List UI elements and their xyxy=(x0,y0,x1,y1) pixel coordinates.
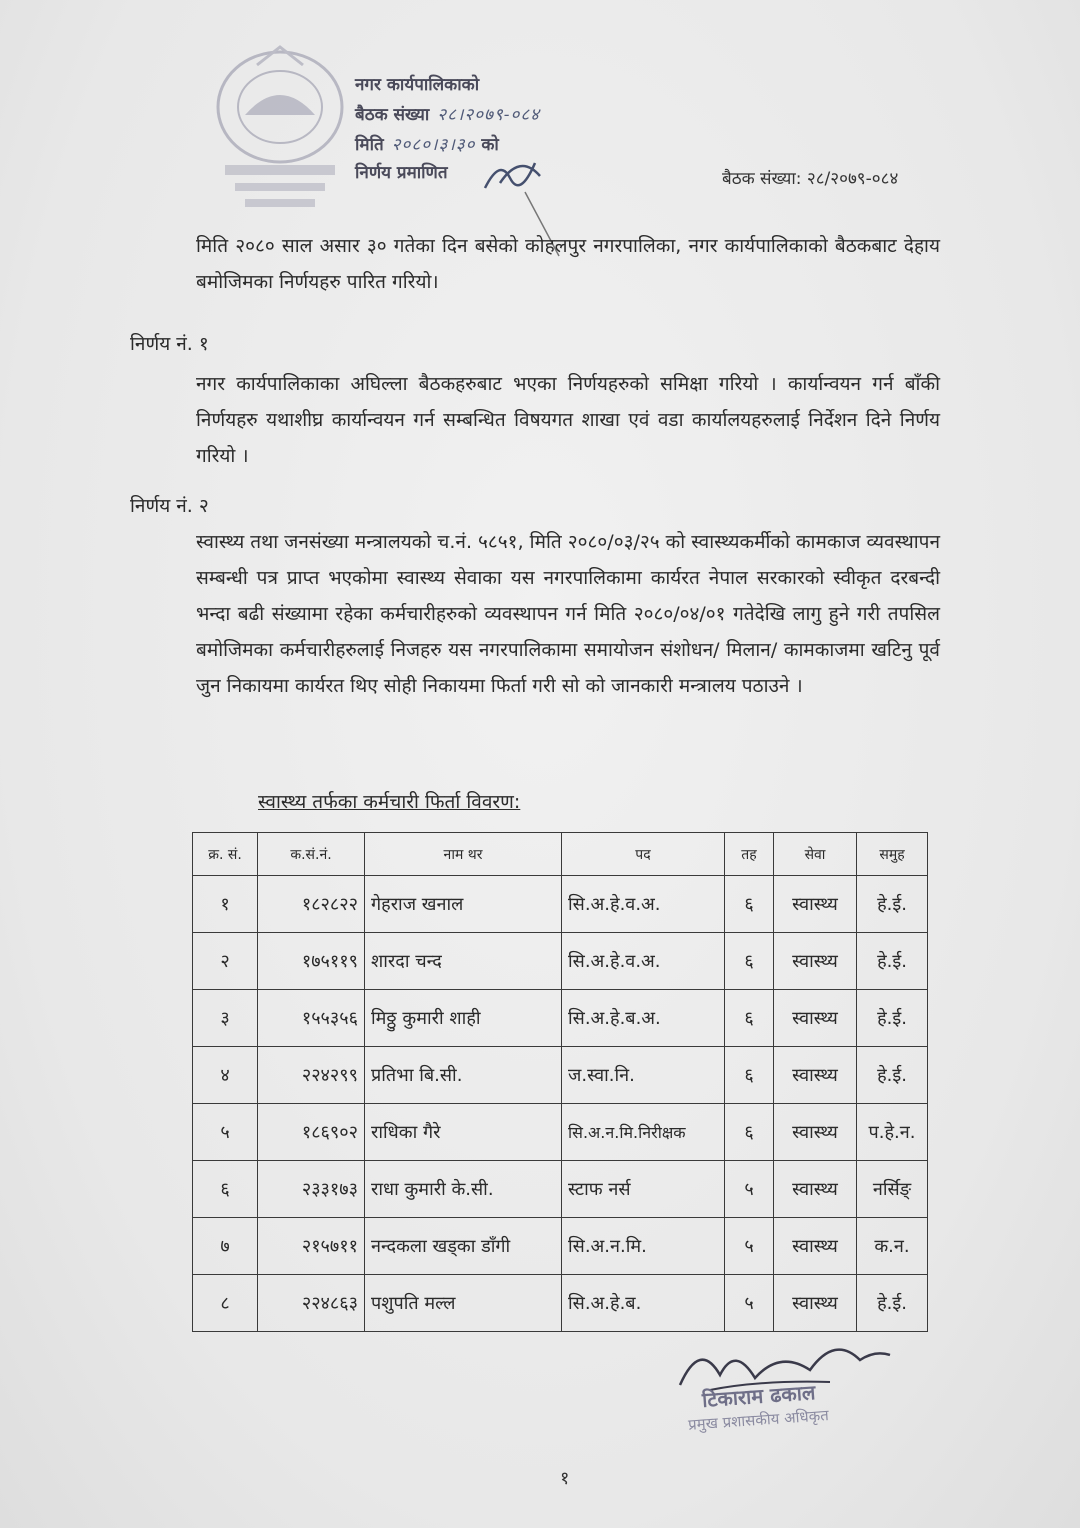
stamp-date-line xyxy=(355,132,499,155)
stamp-meeting-label: बैठक संख्या xyxy=(355,105,430,125)
cell-group: क.न. xyxy=(857,1218,928,1275)
cell-name: राधिका गैरे xyxy=(365,1104,562,1161)
stamp-certified: निर्णय प्रमाणित xyxy=(355,163,448,183)
cell-post: सि.अ.हे.ब.अ. xyxy=(562,990,725,1047)
cell-code: २२४२९९ xyxy=(258,1047,365,1104)
cell-name: प्रतिभा बि.सी. xyxy=(365,1047,562,1104)
cell-code: २३३१७३ xyxy=(258,1161,365,1218)
cell-serial: २ xyxy=(193,933,258,990)
cell-serial: ४ xyxy=(193,1047,258,1104)
cell-level: ६ xyxy=(725,1047,774,1104)
cell-post: स्टाफ नर्स xyxy=(562,1161,725,1218)
cell-serial: ८ xyxy=(193,1275,258,1332)
cell-group: हे.ई. xyxy=(857,1047,928,1104)
decision-2-heading: निर्णय नं. २ xyxy=(130,495,209,517)
cell-post: सि.अ.हे.व.अ. xyxy=(562,876,725,933)
decision-1-text: नगर कार्यपालिकाका अघिल्ला बैठकहरुबाट भएका निर्णयहरुको समिक्षा गरियो । कार्यान्वयन गर्न बाँकी निर्णयहरु यथाशीघ्र कार्यान्वयन गर्न सम्बन्धित विषयगत शाखा एवं वडा कार्यालयहरुलाई निर्देशन दिने निर्णय गरियो । xyxy=(196,373,940,467)
cell-level: ५ xyxy=(725,1161,774,1218)
cell-service: स्वास्थ्य xyxy=(774,876,857,933)
cell-level: ६ xyxy=(725,876,774,933)
header-serial: क्र. सं. xyxy=(193,833,258,876)
approval-stamp xyxy=(205,30,625,220)
cell-level: ५ xyxy=(725,1275,774,1332)
stamp-title: नगर कार्यपालिकाको xyxy=(355,75,480,95)
cell-group: नर्सिङ् xyxy=(857,1161,928,1218)
table-row xyxy=(193,990,928,1047)
cell-code: २२४८६३ xyxy=(258,1275,365,1332)
intro-paragraph: मिति २०८० साल असार ३० गतेका दिन बसेको कोहलपुर नगरपालिका, नगर कार्यपालिकाको बैठकबाट देहाय बमोजिमका निर्णयहरु पारित गरियो। xyxy=(196,235,940,293)
cell-serial: १ xyxy=(193,876,258,933)
cell-group: प.हे.न. xyxy=(857,1104,928,1161)
cell-name: मिठ्ठु कुमारी शाही xyxy=(365,990,562,1047)
officer-signature-block xyxy=(660,1330,920,1450)
cell-name: नन्दकला खड्का डाँगी xyxy=(365,1218,562,1275)
cell-name: गेहराज खनाल xyxy=(365,876,562,933)
header-service: सेवा xyxy=(774,833,857,876)
cell-name: शारदा चन्द xyxy=(365,933,562,990)
stamp-meeting-line xyxy=(355,102,540,125)
table-row xyxy=(193,933,928,990)
decision-2-text: स्वास्थ्य तथा जनसंख्या मन्त्रालयको च.नं. ५८५१, मिति २०८०/०३/२५ को स्वास्थ्यकर्मीको कामकाज व्यवस्थापन सम्बन्धी पत्र प्राप्त भएकोमा स्वास्थ्य सेवाका यस नगरपालिकामा कार्यरत नेपाल सरकारको स्वीकृत दरबन्दी भन्दा बढी संख्यामा रहेका कर्मचारीहरुको व्यवस्थापन गर्न मिति २०८०/०४/०१ गतेदेखि लागु हुने गरी तपसिल बमोजिमका कर्मचारीहरुलाई निजहरु यस नगरपालिकामा समायोजन संशोधन/ मिलान/ कामकाजमा खटिनु पूर्व जुन निकायमा कार्यरत थिए सोही निकायमा फिर्ता गरी सो को जानकारी मन्त्रालय पठाउने । xyxy=(196,531,940,697)
cell-name: पशुपति मल्ल xyxy=(365,1275,562,1332)
header-post: पद xyxy=(562,833,725,876)
cell-code: १८६९०२ xyxy=(258,1104,365,1161)
cell-code: १७५११९ xyxy=(258,933,365,990)
table-title: स्वास्थ्य तर्फका कर्मचारी फिर्ता विवरण: xyxy=(258,791,521,813)
table-row xyxy=(193,1047,928,1104)
header-group: समुह xyxy=(857,833,928,876)
stamp-date-label: मिति xyxy=(355,135,384,155)
municipality-seal-icon xyxy=(205,35,355,220)
employee-return-table xyxy=(192,832,928,1332)
cell-level: ६ xyxy=(725,1104,774,1161)
stamp-meeting-value: २८।२०७९-०८४ xyxy=(437,105,541,125)
decision-1-heading: निर्णय नं. १ xyxy=(130,333,209,355)
cell-post: ज.स्वा.नि. xyxy=(562,1047,725,1104)
cell-serial: ३ xyxy=(193,990,258,1047)
table-row xyxy=(193,1275,928,1332)
header-code: क.सं.नं. xyxy=(258,833,365,876)
header-level: तह xyxy=(725,833,774,876)
cell-serial: ६ xyxy=(193,1161,258,1218)
cell-post: सि.अ.हे.ब. xyxy=(562,1275,725,1332)
cell-service: स्वास्थ्य xyxy=(774,933,857,990)
cell-service: स्वास्थ्य xyxy=(774,1275,857,1332)
officer-title: प्रमुख प्रशासकीय अधिकृत xyxy=(687,1406,830,1434)
cell-group: हे.ई. xyxy=(857,876,928,933)
cell-serial: ७ xyxy=(193,1218,258,1275)
cell-group: हे.ई. xyxy=(857,933,928,990)
cell-service: स्वास्थ्य xyxy=(774,1161,857,1218)
cell-serial: ५ xyxy=(193,1104,258,1161)
stamp-date-suffix: को xyxy=(481,135,499,155)
stamp-date-value: २०८०।३।३० xyxy=(391,135,476,155)
table-row xyxy=(193,1104,928,1161)
cell-group: हे.ई. xyxy=(857,990,928,1047)
cell-post: सि.अ.न.मि. xyxy=(562,1218,725,1275)
meeting-number: बैठक संख्या: २८/२०७९-०८४ xyxy=(722,169,899,189)
cell-service: स्वास्थ्य xyxy=(774,990,857,1047)
header-name: नाम थर xyxy=(365,833,562,876)
table-row xyxy=(193,876,928,933)
table-header-row xyxy=(193,833,928,876)
cell-level: ५ xyxy=(725,1218,774,1275)
page-number: १ xyxy=(560,1468,570,1489)
table-row xyxy=(193,1161,928,1218)
cell-name: राधा कुमारी के.सी. xyxy=(365,1161,562,1218)
cell-post: सि.अ.न.मि.निरीक्षक xyxy=(562,1104,725,1161)
cell-post: सि.अ.हे.व.अ. xyxy=(562,933,725,990)
cell-level: ६ xyxy=(725,933,774,990)
cell-service: स्वास्थ्य xyxy=(774,1047,857,1104)
table-row xyxy=(193,1218,928,1275)
officer-name: टिकाराम ढकाल xyxy=(701,1380,817,1412)
cell-level: ६ xyxy=(725,990,774,1047)
cell-group: हे.ई. xyxy=(857,1275,928,1332)
cell-service: स्वास्थ्य xyxy=(774,1104,857,1161)
cell-code: १५५३५६ xyxy=(258,990,365,1047)
cell-code: २१५७११ xyxy=(258,1218,365,1275)
cell-service: स्वास्थ्य xyxy=(774,1218,857,1275)
cell-code: १८२८२२ xyxy=(258,876,365,933)
